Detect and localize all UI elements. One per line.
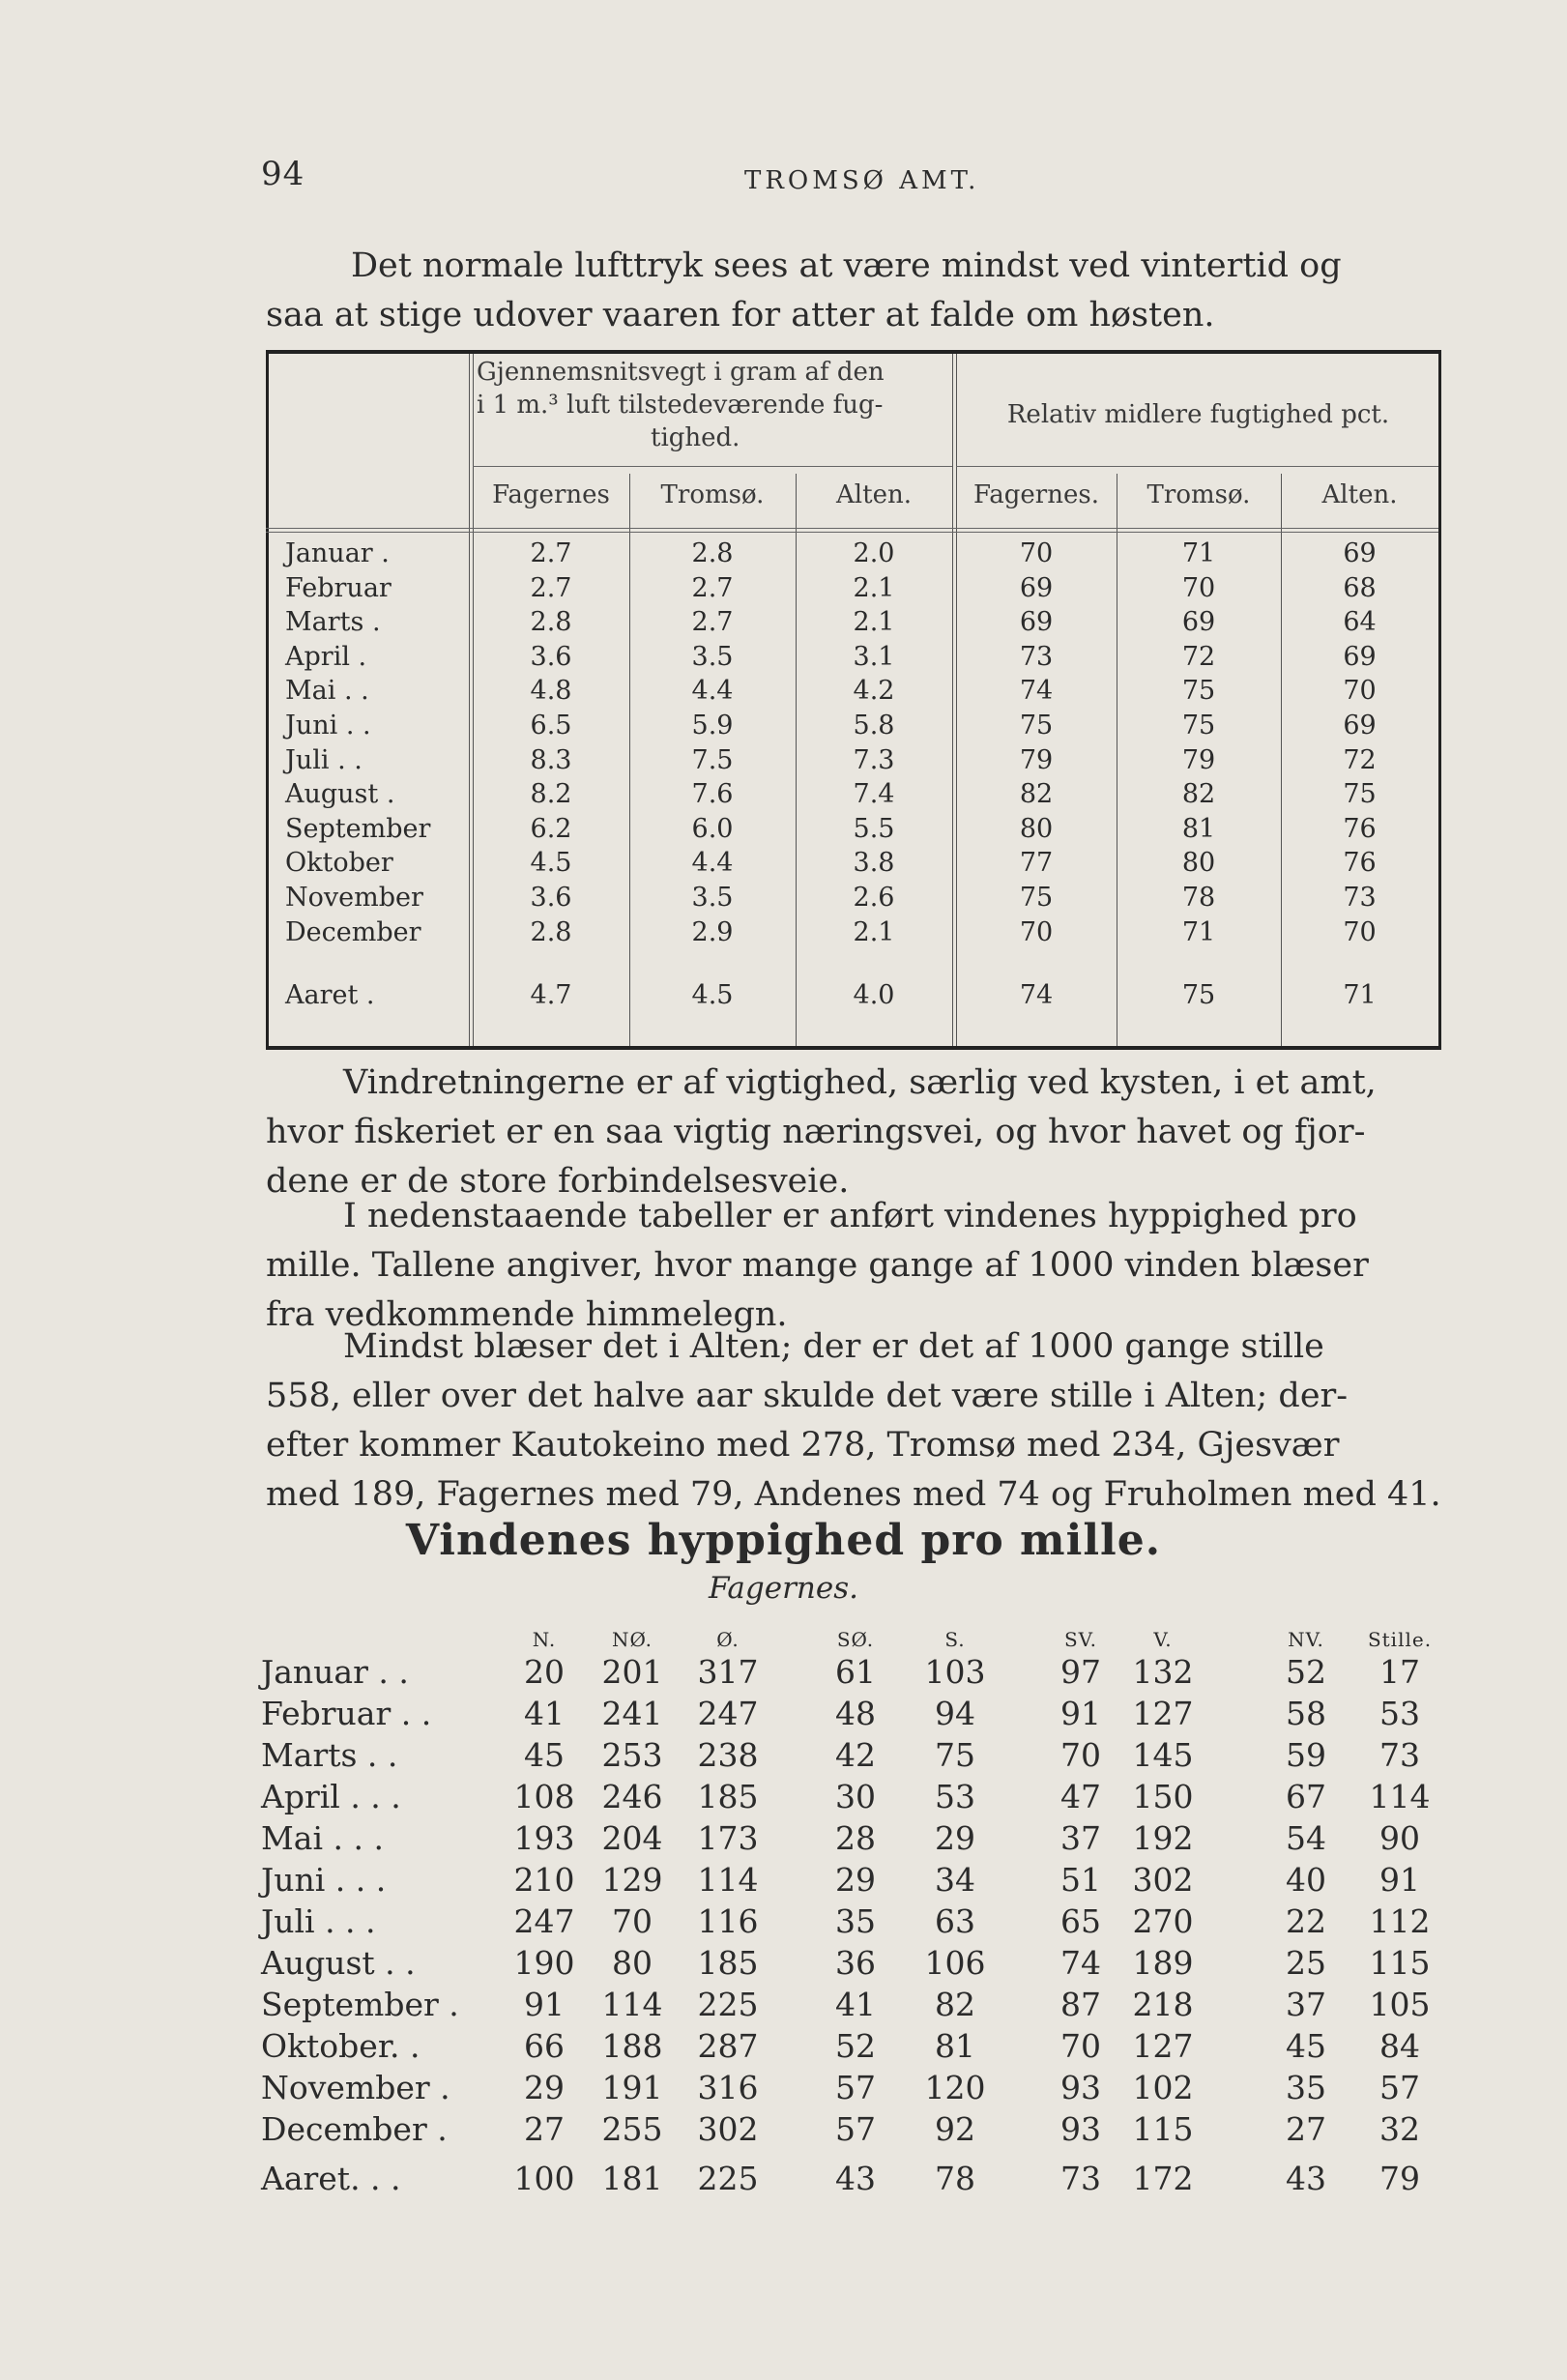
table-cell: 172 xyxy=(1132,2160,1194,2197)
table-cell: 247 xyxy=(697,1695,759,1732)
row-label: Aaret . xyxy=(285,980,375,1011)
wind-frequency-table xyxy=(261,1612,1450,2212)
table-cell: 52 xyxy=(1286,1653,1326,1691)
row-label: Marts . xyxy=(285,607,381,638)
table-cell: 71 xyxy=(1343,980,1377,1011)
table-cell: 6.5 xyxy=(530,711,572,740)
text-line: Det normale lufttryk sees at være mindst ved vintertid og xyxy=(351,247,1342,285)
table-cell: 185 xyxy=(697,1944,759,1982)
table-cell: 188 xyxy=(601,2027,663,2065)
table-cell: 225 xyxy=(697,1986,759,2023)
table-cell: 238 xyxy=(697,1736,759,1774)
table-cell: 75 xyxy=(1343,779,1377,810)
bottom-rule xyxy=(266,1046,1441,1050)
table-cell: 5.9 xyxy=(691,711,734,740)
table-cell: 45 xyxy=(524,1736,565,1774)
row-label: August . . xyxy=(261,1944,416,1982)
wind-table-title: Vindenes hyppighed pro mille. xyxy=(405,1516,1162,1565)
table-cell: 75 xyxy=(1181,980,1216,1011)
paragraph-winds xyxy=(266,1059,1443,1206)
table-cell: 3.1 xyxy=(853,641,895,672)
table-cell: 69 xyxy=(1019,572,1054,603)
col-header: Fagernes. xyxy=(973,480,1099,509)
text-line: I nedenstaaende tabeller er anført vindenes hyppighed pro xyxy=(343,1197,1357,1235)
table-cell: 201 xyxy=(601,1653,663,1691)
table-cell: 4.2 xyxy=(853,676,895,707)
table-cell: 4.0 xyxy=(853,980,895,1011)
table-cell: 210 xyxy=(513,1861,575,1899)
table-cell: 78 xyxy=(935,2160,975,2197)
text-line: dene er de store forbindelsesveie. xyxy=(266,1162,850,1201)
table-cell: 66 xyxy=(524,2027,565,2065)
column-header: SØ. xyxy=(836,1628,875,1651)
table-cell: 317 xyxy=(697,1653,759,1691)
column-header: NØ. xyxy=(611,1628,653,1651)
table-cell: 73 xyxy=(1343,883,1377,913)
table-cell: 132 xyxy=(1132,1653,1194,1691)
column-divider xyxy=(469,354,470,1046)
table-cell: 72 xyxy=(1343,744,1377,775)
row-label: August . xyxy=(285,779,395,810)
table-cell: 6.0 xyxy=(691,813,734,844)
table-cell: 64 xyxy=(1343,607,1377,638)
col-header: Fagernes xyxy=(492,480,610,509)
table-cell: 47 xyxy=(1060,1778,1101,1815)
table-cell: 74 xyxy=(1019,980,1054,1011)
intro-paragraph xyxy=(266,242,1443,340)
table-cell: 73 xyxy=(1019,641,1054,672)
column-header: Stille. xyxy=(1367,1628,1433,1651)
group1-header xyxy=(477,356,950,454)
table-cell: 41 xyxy=(524,1695,565,1732)
table-cell: 2.7 xyxy=(691,572,734,603)
table-cell: 4.4 xyxy=(691,676,734,707)
table-cell: 97 xyxy=(1060,1653,1101,1691)
humidity-table xyxy=(266,350,1441,1051)
text-line: mille. Tallene angiver, hvor mange gange af 1000 vinden blæser xyxy=(266,1246,1369,1285)
table-cell: 52 xyxy=(835,2027,876,2065)
table-cell: 191 xyxy=(601,2069,663,2106)
table-cell: 5.5 xyxy=(853,813,895,844)
header-line: tighed. xyxy=(651,423,740,452)
table-cell: 190 xyxy=(513,1944,575,1982)
row-label: Juni . . . xyxy=(261,1861,387,1899)
table-cell: 51 xyxy=(1060,1861,1101,1899)
table-cell: 2.7 xyxy=(530,572,572,603)
table-cell: 27 xyxy=(1286,2110,1326,2148)
table-cell: 68 xyxy=(1343,572,1377,603)
table-cell: 77 xyxy=(1019,848,1054,879)
table-cell: 70 xyxy=(1343,676,1377,707)
row-label: November . xyxy=(261,2069,450,2106)
row-label: Juli . . . xyxy=(261,1902,376,1940)
table-cell: 57 xyxy=(1379,2069,1420,2106)
table-cell: 73 xyxy=(1379,1736,1420,1774)
row-label: Oktober. . xyxy=(261,2027,421,2065)
column-header: N. xyxy=(532,1628,557,1651)
table-cell: 5.8 xyxy=(853,711,895,740)
table-cell: 75 xyxy=(935,1736,975,1774)
paragraph-tables xyxy=(266,1192,1443,1340)
table-cell: 87 xyxy=(1060,1986,1101,2023)
text-line: med 189, Fagernes med 79, Andenes med 74 og Fruholmen med 41. xyxy=(266,1475,1441,1514)
table-cell: 93 xyxy=(1060,2069,1101,2106)
table-cell: 91 xyxy=(524,1986,565,2023)
text-line: 558, eller over det halve aar skulde det være stille i Alten; der- xyxy=(266,1377,1349,1415)
table-cell: 3.6 xyxy=(530,883,572,913)
table-cell: 71 xyxy=(1181,538,1216,568)
right-rule xyxy=(1438,350,1441,1050)
table-cell: 116 xyxy=(697,1902,759,1940)
table-cell: 28 xyxy=(835,1819,876,1857)
row-label: Februar . . xyxy=(261,1695,432,1732)
table-cell: 115 xyxy=(1132,2110,1194,2148)
table-cell: 48 xyxy=(835,1695,876,1732)
table-cell: 4.5 xyxy=(691,980,734,1011)
table-cell: 32 xyxy=(1379,2110,1420,2148)
row-label: Mai . . . xyxy=(261,1819,384,1857)
table-cell: 247 xyxy=(513,1902,575,1940)
row-label: Februar xyxy=(285,572,392,603)
wind-table-station: Fagernes. xyxy=(709,1571,858,1606)
table-cell: 69 xyxy=(1343,538,1377,568)
table-cell: 75 xyxy=(1181,676,1216,707)
group-underline xyxy=(956,466,1438,467)
table-cell: 65 xyxy=(1060,1902,1101,1940)
table-cell: 114 xyxy=(1369,1778,1431,1815)
table-cell: 3.5 xyxy=(691,883,734,913)
table-cell: 100 xyxy=(513,2160,575,2197)
column-header: V. xyxy=(1153,1628,1173,1651)
table-cell: 69 xyxy=(1181,607,1216,638)
group2-header: Relativ midlere fugtighed pct. xyxy=(1006,400,1390,429)
table-cell: 27 xyxy=(524,2110,565,2148)
table-cell: 53 xyxy=(1379,1695,1420,1732)
table-cell: 29 xyxy=(835,1861,876,1899)
row-label: April . . . xyxy=(261,1778,401,1815)
table-cell: 82 xyxy=(1019,779,1054,810)
table-cell: 41 xyxy=(835,1986,876,2023)
row-label: Juli . . xyxy=(285,744,363,775)
table-cell: 74 xyxy=(1060,1944,1101,1982)
table-cell: 7.3 xyxy=(853,744,895,775)
table-cell: 2.6 xyxy=(853,883,895,913)
table-cell: 70 xyxy=(1181,572,1216,603)
header-line: i 1 m.³ luft tilstedeværende fug- xyxy=(477,391,884,420)
table-cell: 80 xyxy=(612,1944,653,1982)
table-cell: 94 xyxy=(935,1695,975,1732)
table-cell: 80 xyxy=(1019,813,1054,844)
header-underline xyxy=(266,528,1438,529)
table-cell: 69 xyxy=(1019,607,1054,638)
text-line: Mindst blæser det i Alten; der er det af 1000 gange stille xyxy=(343,1327,1324,1366)
top-rule xyxy=(266,350,1441,354)
row-label: Oktober xyxy=(285,848,393,879)
table-cell: 4.7 xyxy=(530,980,572,1011)
col-header: Alten. xyxy=(1321,480,1398,509)
table-cell: 2.8 xyxy=(530,916,572,947)
row-label: December xyxy=(285,916,421,947)
table-cell: 70 xyxy=(1060,2027,1101,2065)
table-cell: 79 xyxy=(1019,744,1054,775)
table-cell: 75 xyxy=(1019,711,1054,740)
table-cell: 193 xyxy=(513,1819,575,1857)
table-cell: 145 xyxy=(1132,1736,1194,1774)
table-cell: 72 xyxy=(1181,641,1216,672)
table-cell: 75 xyxy=(1181,711,1216,740)
text-line: fra vedkommende himmelegn. xyxy=(266,1295,788,1334)
table-cell: 2.7 xyxy=(691,607,734,638)
table-cell: 103 xyxy=(924,1653,986,1691)
table-cell: 204 xyxy=(601,1819,663,1857)
running-title: TROMSØ AMT. xyxy=(744,166,980,195)
table-cell: 81 xyxy=(935,2027,975,2065)
table-cell: 2.1 xyxy=(853,607,895,638)
table-cell: 112 xyxy=(1369,1902,1431,1940)
table-cell: 69 xyxy=(1343,641,1377,672)
table-cell: 2.8 xyxy=(691,538,734,568)
left-rule xyxy=(266,350,269,1050)
row-label: Mai . . xyxy=(285,676,369,707)
table-cell: 67 xyxy=(1286,1778,1326,1815)
row-label: September . xyxy=(261,1986,459,2023)
table-cell: 84 xyxy=(1379,2027,1420,2065)
table-cell: 61 xyxy=(835,1653,876,1691)
table-cell: 8.3 xyxy=(530,744,572,775)
table-cell: 78 xyxy=(1181,883,1216,913)
table-cell: 2.1 xyxy=(853,572,895,603)
table-cell: 102 xyxy=(1132,2069,1194,2106)
table-cell: 73 xyxy=(1060,2160,1101,2197)
table-cell: 2.8 xyxy=(530,607,572,638)
table-cell: 6.2 xyxy=(530,813,572,844)
table-cell: 316 xyxy=(697,2069,759,2106)
table-cell: 81 xyxy=(1181,813,1216,844)
row-label: Januar . . xyxy=(261,1653,409,1691)
table-cell: 59 xyxy=(1286,1736,1326,1774)
table-cell: 82 xyxy=(1181,779,1216,810)
header-underline xyxy=(266,532,1438,533)
table-cell: 76 xyxy=(1343,813,1377,844)
table-cell: 63 xyxy=(935,1902,975,1940)
table-cell: 70 xyxy=(1019,916,1054,947)
table-cell: 75 xyxy=(1019,883,1054,913)
table-cell: 192 xyxy=(1132,1819,1194,1857)
table-cell: 255 xyxy=(601,2110,663,2148)
table-cell: 246 xyxy=(601,1778,663,1815)
table-cell: 7.6 xyxy=(691,779,734,810)
table-cell: 4.5 xyxy=(530,848,572,879)
col-header: Tromsø. xyxy=(1146,480,1251,509)
column-divider xyxy=(952,354,953,1046)
table-cell: 45 xyxy=(1286,2027,1326,2065)
row-label: Januar . xyxy=(285,538,390,568)
table-cell: 181 xyxy=(601,2160,663,2197)
row-label: Aaret. . . xyxy=(261,2160,401,2197)
table-cell: 57 xyxy=(835,2069,876,2106)
table-cell: 80 xyxy=(1181,848,1216,879)
text-line: hvor fiskeriet er en saa vigtig næringsvei, og hvor havet og fjor- xyxy=(266,1113,1366,1151)
table-cell: 218 xyxy=(1132,1986,1194,2023)
table-cell: 225 xyxy=(697,2160,759,2197)
table-cell: 302 xyxy=(697,2110,759,2148)
table-cell: 91 xyxy=(1379,1861,1420,1899)
table-cell: 79 xyxy=(1379,2160,1420,2197)
row-label: September xyxy=(285,813,431,844)
table-cell: 43 xyxy=(1286,2160,1326,2197)
table-cell: 54 xyxy=(1286,1819,1326,1857)
table-cell: 3.6 xyxy=(530,641,572,672)
table-cell: 29 xyxy=(935,1819,975,1857)
table-cell: 37 xyxy=(1286,1986,1326,2023)
col-header: Tromsø. xyxy=(660,480,765,509)
table-cell: 2.9 xyxy=(691,916,734,947)
table-cell: 76 xyxy=(1343,848,1377,879)
table-cell: 127 xyxy=(1132,2027,1194,2065)
table-cell: 302 xyxy=(1132,1861,1194,1899)
table-cell: 106 xyxy=(924,1944,986,1982)
page-number: 94 xyxy=(261,155,305,193)
table-cell: 20 xyxy=(524,1653,565,1691)
table-cell: 287 xyxy=(697,2027,759,2065)
row-label: November xyxy=(285,883,423,913)
table-cell: 40 xyxy=(1286,1861,1326,1899)
table-cell: 92 xyxy=(935,2110,975,2148)
table-cell: 189 xyxy=(1132,1944,1194,1982)
table-cell: 58 xyxy=(1286,1695,1326,1732)
table-cell: 53 xyxy=(935,1778,975,1815)
table-cell: 34 xyxy=(935,1861,975,1899)
table-cell: 37 xyxy=(1060,1819,1101,1857)
table-cell: 4.8 xyxy=(530,676,572,707)
column-header: SV. xyxy=(1063,1628,1097,1651)
table-cell: 185 xyxy=(697,1778,759,1815)
table-cell: 82 xyxy=(935,1986,975,2023)
table-cell: 173 xyxy=(697,1819,759,1857)
table-cell: 114 xyxy=(601,1986,663,2023)
table-cell: 91 xyxy=(1060,1695,1101,1732)
table-cell: 105 xyxy=(1369,1986,1431,2023)
table-cell: 108 xyxy=(513,1778,575,1815)
table-cell: 17 xyxy=(1379,1653,1420,1691)
table-cell: 70 xyxy=(1343,916,1377,947)
table-cell: 29 xyxy=(524,2069,565,2106)
table-cell: 79 xyxy=(1181,744,1216,775)
table-cell: 69 xyxy=(1343,711,1377,740)
row-label: December . xyxy=(261,2110,448,2148)
table-cell: 74 xyxy=(1019,676,1054,707)
table-cell: 3.8 xyxy=(853,848,895,879)
table-cell: 43 xyxy=(835,2160,876,2197)
table-cell: 8.2 xyxy=(530,779,572,810)
row-label: Marts . . xyxy=(261,1736,398,1774)
table-cell: 35 xyxy=(835,1902,876,1940)
table-cell: 22 xyxy=(1286,1902,1326,1940)
table-cell: 114 xyxy=(697,1861,759,1899)
table-cell: 115 xyxy=(1369,1944,1431,1982)
table-cell: 2.1 xyxy=(853,916,895,947)
table-cell: 36 xyxy=(835,1944,876,1982)
table-cell: 25 xyxy=(1286,1944,1326,1982)
text-line: Vindretningerne er af vigtighed, særlig ved kysten, i et amt, xyxy=(343,1063,1377,1102)
row-label: Juni . . xyxy=(285,711,371,740)
table-cell: 93 xyxy=(1060,2110,1101,2148)
table-cell: 7.4 xyxy=(853,779,895,810)
col-header: Alten. xyxy=(836,480,912,509)
table-cell: 241 xyxy=(601,1695,663,1732)
paragraph-calm xyxy=(266,1322,1443,1520)
table-cell: 3.5 xyxy=(691,641,734,672)
table-cell: 253 xyxy=(601,1736,663,1774)
table-cell: 127 xyxy=(1132,1695,1194,1732)
column-header: NV. xyxy=(1288,1628,1324,1651)
column-header: Ø. xyxy=(716,1628,740,1651)
table-cell: 7.5 xyxy=(691,744,734,775)
table-cell: 71 xyxy=(1181,916,1216,947)
group-underline xyxy=(473,466,952,467)
table-cell: 120 xyxy=(924,2069,986,2106)
table-cell: 42 xyxy=(835,1736,876,1774)
table-cell: 70 xyxy=(612,1902,653,1940)
text-line: saa at stige udover vaaren for atter at falde om høsten. xyxy=(266,296,1215,334)
table-cell: 2.7 xyxy=(530,538,572,568)
table-cell: 90 xyxy=(1379,1819,1420,1857)
table-cell: 35 xyxy=(1286,2069,1326,2106)
table-cell: 129 xyxy=(601,1861,663,1899)
column-header: S. xyxy=(944,1628,966,1651)
table-cell: 30 xyxy=(835,1778,876,1815)
table-cell: 270 xyxy=(1132,1902,1194,1940)
table-cell: 70 xyxy=(1019,538,1054,568)
table-cell: 2.0 xyxy=(853,538,895,568)
table-cell: 150 xyxy=(1132,1778,1194,1815)
table-cell: 70 xyxy=(1060,1736,1101,1774)
table-cell: 57 xyxy=(835,2110,876,2148)
table-cell: 4.4 xyxy=(691,848,734,879)
row-label: April . xyxy=(285,641,367,672)
header-line: Gjennemsnitsvegt i gram af den xyxy=(477,358,885,387)
text-line: efter kommer Kautokeino med 278, Tromsø med 234, Gjesvær xyxy=(266,1426,1340,1465)
